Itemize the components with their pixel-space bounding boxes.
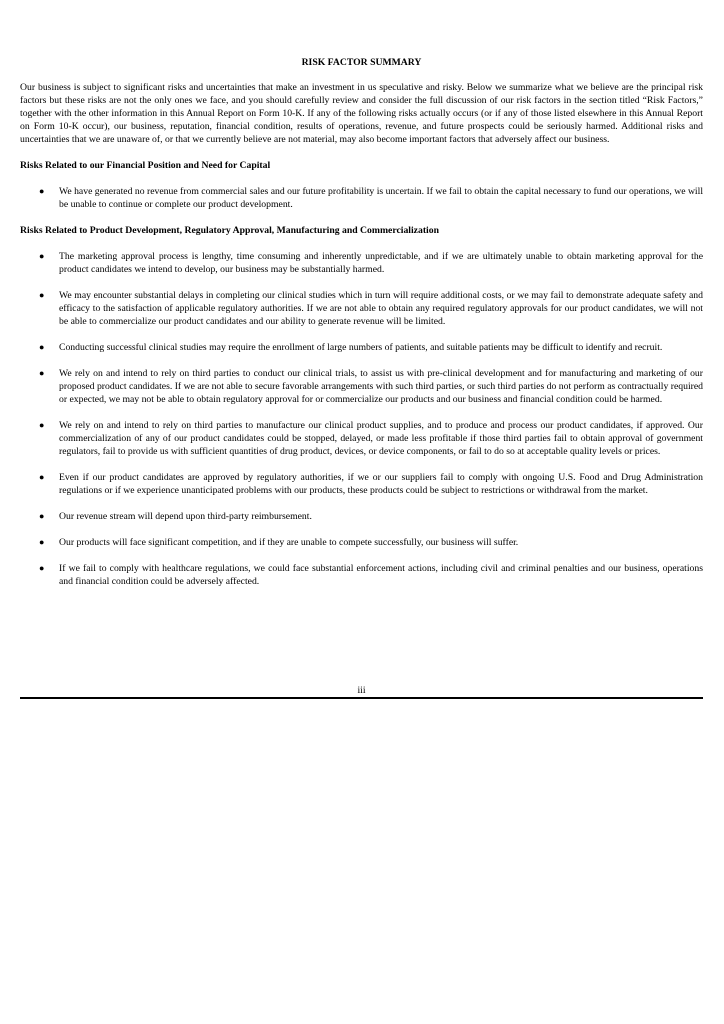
bullet-icon: ● bbox=[39, 368, 45, 378]
risk-text: Conducting successful clinical studies may require the enrollment of large numbers of patients, and suitable patients may be difficult to identify and recruit. bbox=[59, 342, 663, 353]
list-item bbox=[20, 367, 703, 406]
list-item bbox=[20, 250, 703, 276]
bullet-icon: ● bbox=[39, 420, 45, 430]
risk-text: We rely on and intend to rely on third parties to manufacture our clinical product supplies, and to produce and process our product candidates, if approved. Our commercialization of any of our product candidates could be stopped, delayed, or made less profitable if those third parties fail to obtain approval of government regulators, fail to provide us with sufficient quantities of drug product, devices, or device components, or fail to do so at acceptable quality levels or prices. bbox=[59, 420, 703, 457]
intro-paragraph: Our business is subject to significant risks and uncertainties that make an investment in us speculative and risky. Below we summarize what we believe are the principal risk factors but these risks are not the only ones we face, and you should carefully review and consider the full discussion of our risk factors in the section titled “Risk Factors,” together with the other information in this Annual Report on Form 10-K. If any of the following risks actually occurs (or if any of those listed elsewhere in this Annual Report on Form 10-K occur), our business, reputation, financial condition, results of operations, revenue, and future prospects could be seriously harmed. Additional risks and uncertainties that we are unaware of, or that we currently believe are not material, may also become important factors that adversely affect our business. bbox=[20, 82, 703, 145]
risk-text: Our products will face significant competition, and if they are unable to compete successfully, our business will suffer. bbox=[59, 537, 519, 548]
page-title: RISK FACTOR SUMMARY bbox=[301, 57, 422, 68]
list-item bbox=[20, 510, 703, 523]
list-item bbox=[20, 341, 703, 354]
list-item bbox=[20, 562, 703, 588]
page-number: iii bbox=[357, 685, 366, 696]
risk-list-financial bbox=[20, 185, 703, 211]
bullet-icon: ● bbox=[39, 186, 45, 196]
bullet-icon: ● bbox=[39, 563, 45, 573]
risk-text: The marketing approval process is lengthy, time consuming and inherently unpredictable, and if we are ultimately unable to obtain marketing approval for the product candidates we intend to develop, our business may be substantially harmed. bbox=[59, 251, 703, 275]
list-item bbox=[20, 536, 703, 549]
risk-text: We rely on and intend to rely on third parties to conduct our clinical trials, to assist us with pre-clinical development and for manufacturing and marketing of our proposed product candidates. If we are not able to secure favorable arrangements with such third parties, or such third parties do not perform as contractually required or expected, we may not be able to obtain regulatory approval for or commercialize our products and our business and financial condition could be harmed. bbox=[59, 368, 703, 405]
bullet-icon: ● bbox=[39, 251, 45, 261]
risk-text: We have generated no revenue from commercial sales and our future profitability is uncertain. If we fail to obtain the capital necessary to fund our operations, we will be unable to continue or complete our product development. bbox=[59, 186, 704, 210]
bullet-icon: ● bbox=[39, 342, 45, 352]
list-item bbox=[20, 419, 703, 458]
list-item bbox=[20, 185, 703, 211]
list-item bbox=[20, 289, 703, 328]
document-page bbox=[20, 56, 703, 588]
risk-text: Our revenue stream will depend upon third-party reimbursement. bbox=[59, 511, 312, 522]
list-item bbox=[20, 471, 703, 497]
bullet-icon: ● bbox=[39, 537, 45, 547]
risk-text: We may encounter substantial delays in completing our clinical studies which in turn will require additional costs, or we may fail to demonstrate adequate safety and efficacy to the satisfaction of applicable regulatory authorities. If we are not able to obtain any required regulatory approvals for our product candidates, we will not be able to commercialize our product candidates and our ability to generate revenue will be limited. bbox=[59, 290, 703, 327]
section-heading-financial: Risks Related to our Financial Position and Need for Capital bbox=[20, 160, 271, 171]
risk-list-product bbox=[20, 250, 703, 588]
risk-text: Even if our product candidates are approved by regulatory authorities, if we or our suppliers fail to comply with ongoing U.S. Food and Drug Administration regulations or if we experience unanticipated problems with our products, these products could be subject to restrictions or withdrawal from the market. bbox=[59, 472, 703, 496]
bullet-icon: ● bbox=[39, 511, 45, 521]
footer-divider bbox=[20, 697, 703, 699]
bullet-icon: ● bbox=[39, 472, 45, 482]
section-heading-product: Risks Related to Product Development, Regulatory Approval, Manufacturing and Commercialization bbox=[20, 225, 439, 236]
bullet-icon: ● bbox=[39, 290, 45, 300]
risk-text: If we fail to comply with healthcare regulations, we could face substantial enforcement actions, including civil and criminal penalties and our business, operations and financial condition could be adversely affected. bbox=[59, 563, 703, 587]
